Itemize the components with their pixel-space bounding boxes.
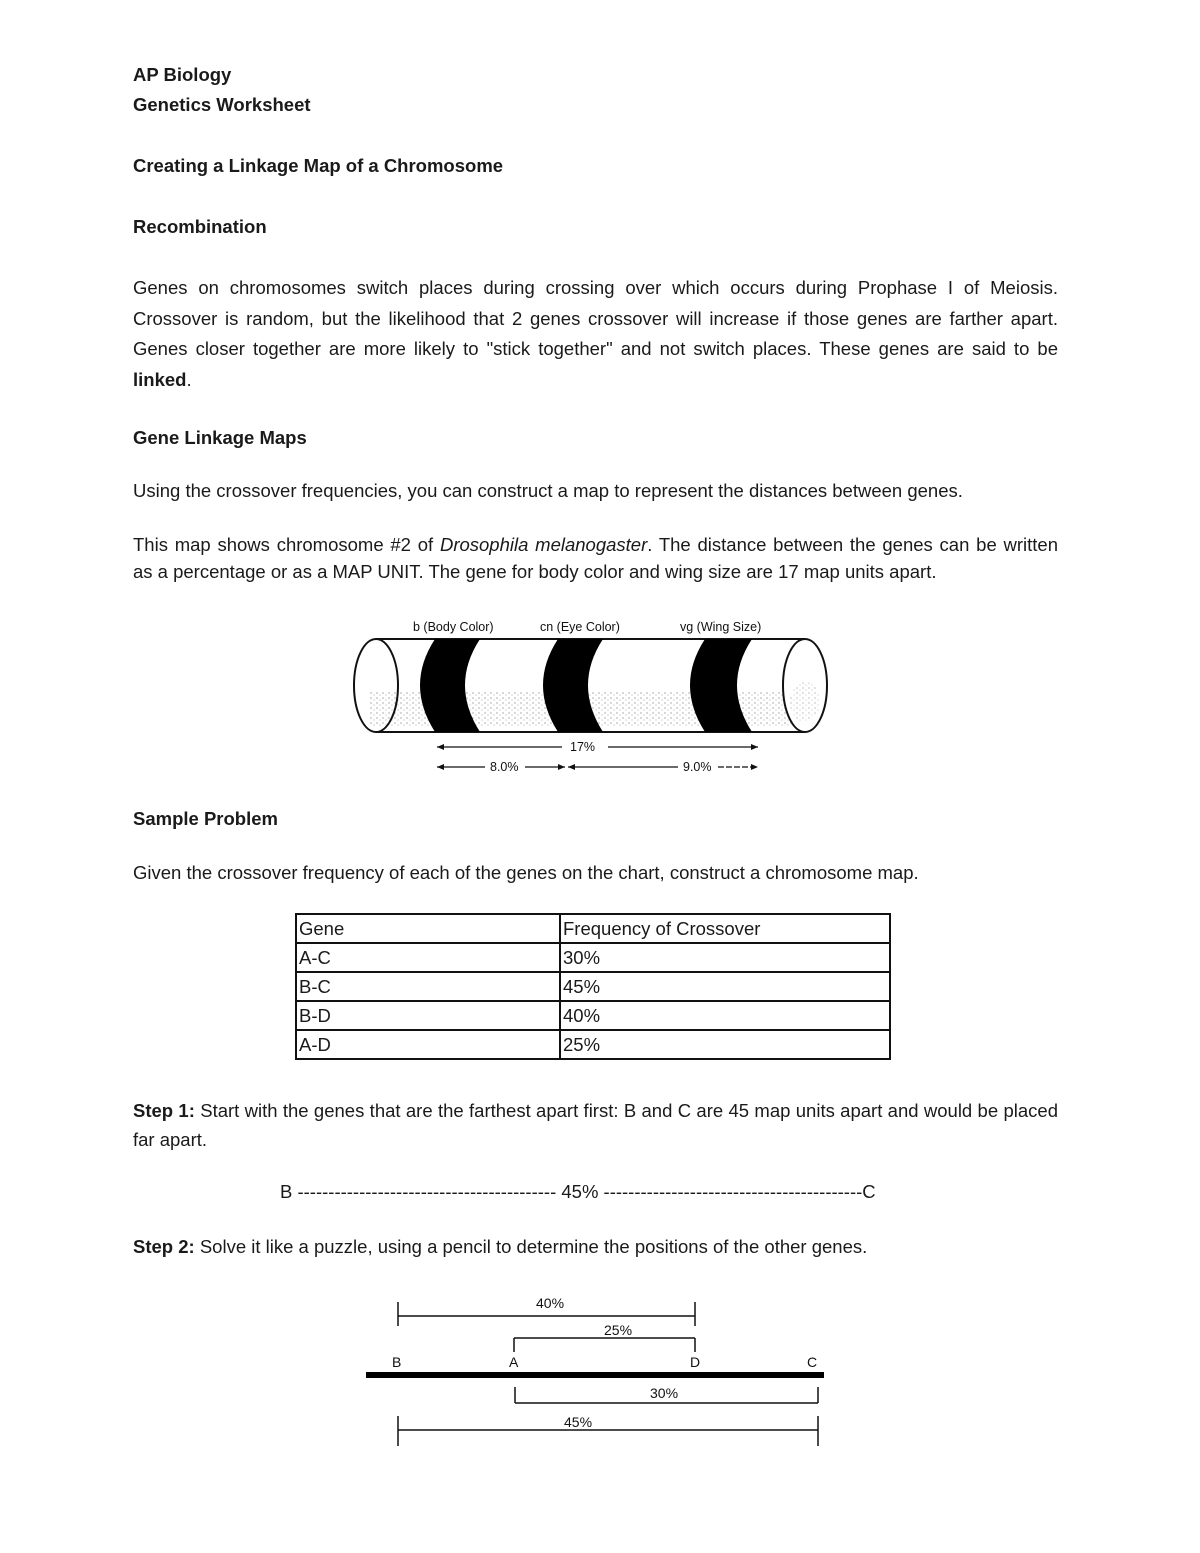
step1-line: B ------------------------------------------ 45% ------------------------------------------C — [280, 1181, 876, 1202]
map-text-start: This map shows chromosome #2 of — [133, 534, 440, 555]
bc-distance-label: 45% — [564, 1414, 593, 1430]
map-text-end: . The distance between the genes can be written as a percentage or as a MAP UNIT. The gene for body color and wing size are 17 map units apart. — [133, 534, 1059, 582]
gene-b-label: B — [392, 1354, 402, 1370]
sample-problem-instruction: Given the crossover frequency of each of the genes on the chart, construct a chromosome map. — [133, 862, 919, 883]
step2-paragraph — [133, 1232, 867, 1262]
species-name: Drosophila melanogaster — [439, 534, 648, 555]
table-row — [296, 972, 890, 1001]
table-cell-gene: A-C — [296, 943, 560, 972]
table-cell-gene: B-D — [296, 1001, 560, 1030]
gene-d-label: D — [690, 1354, 701, 1370]
table-cell-gene: A-D — [296, 1030, 560, 1059]
table-header-row — [296, 914, 890, 943]
table-cell-gene: B-C — [296, 972, 560, 1001]
label-eye-color: cn (Eye Color) — [540, 620, 620, 634]
ad-distance-label: 25% — [604, 1322, 633, 1338]
label-wing-size: vg (Wing Size) — [680, 620, 762, 634]
worksheet-title: Genetics Worksheet — [133, 94, 311, 115]
ac-distance-label: 30% — [650, 1385, 679, 1401]
sample-problem-heading: Sample Problem — [133, 808, 278, 829]
chromosome-figure — [340, 612, 840, 782]
step2-map-diagram — [360, 1290, 840, 1450]
course-title: AP Biology — [133, 64, 232, 85]
table-cell-frequency: 45% — [560, 972, 890, 1001]
recombination-heading: Recombination — [133, 216, 267, 237]
left-segment-label: 8.0% — [490, 760, 519, 774]
bd-distance-label: 40% — [536, 1295, 565, 1311]
total-distance-label: 17% — [570, 740, 596, 754]
recombination-paragraph — [133, 273, 1058, 395]
step1-text: Start with the genes that are the farthest apart first: B and C are 45 map units apart and would be placed far apart. — [133, 1100, 1058, 1150]
table-header-frequency: Frequency of Crossover — [560, 914, 890, 943]
map-description — [133, 531, 1058, 585]
recombination-text: Genes on chromosomes switch places during crossing over which occurs during Prophase I of Meiosis. Crossover is random, but the likelihood that 2 genes crossover will increase if those genes are farther apart. Genes closer together are more likely to "stick together" and not switch places. These genes are said to be — [133, 277, 1058, 359]
table-row — [296, 1030, 890, 1059]
gene-a-label: A — [509, 1354, 519, 1370]
step2-label: Step 2: — [133, 1236, 195, 1257]
table-header-gene: Gene — [296, 914, 560, 943]
table-cell-frequency: 30% — [560, 943, 890, 972]
recombination-period: . — [186, 368, 192, 390]
step2-text: Solve it like a puzzle, using a pencil to determine the positions of the other genes. — [194, 1236, 868, 1257]
label-body-color: b (Body Color) — [413, 620, 494, 634]
step1-label: Step 1: — [133, 1100, 195, 1121]
gene-c-label: C — [807, 1354, 818, 1370]
linked-term: linked — [133, 368, 187, 390]
linkage-maps-heading: Gene Linkage Maps — [133, 427, 307, 448]
table-cell-frequency: 40% — [560, 1001, 890, 1030]
table-row — [296, 943, 890, 972]
right-segment-label: 9.0% — [683, 760, 712, 774]
page-title: Creating a Linkage Map of a Chromosome — [133, 155, 504, 176]
step1-paragraph — [133, 1096, 1058, 1154]
table-row — [296, 1001, 890, 1030]
crossover-frequency-table — [295, 913, 891, 1060]
table-cell-frequency: 25% — [560, 1030, 890, 1059]
linkage-maps-intro: Using the crossover frequencies, you can construct a map to represent the distances between genes. — [133, 480, 963, 501]
